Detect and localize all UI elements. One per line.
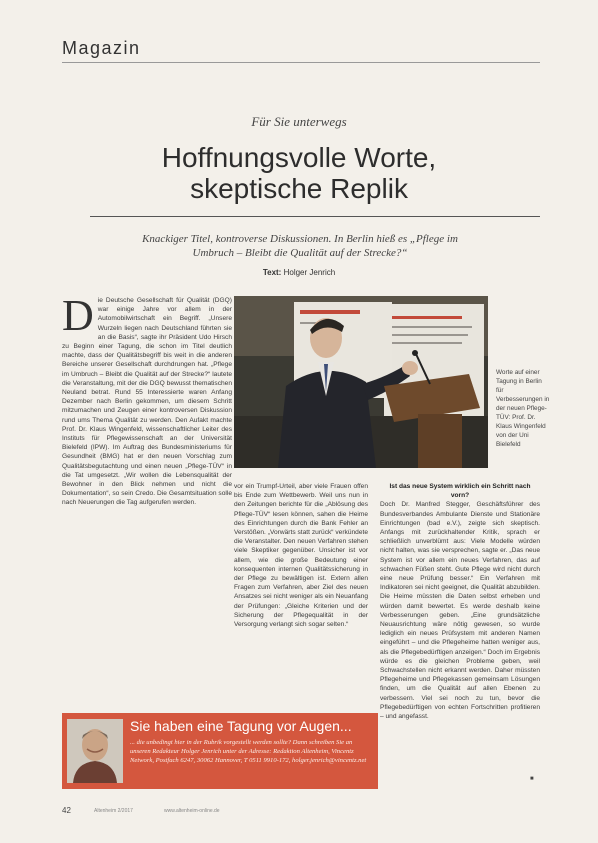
speaker-photo [234,296,488,468]
body-text-3: Doch Dr. Manfred Stegger, Geschäftsführer des Bundesverbandes Ambulante Dienste und Stationäre Einrichtungen (bad e.V.), zeigte sich skeptisch. Anfangs mit zurückhaltender Kritik, sprach er schließlich unverblümt aus: Viele Modelle würden nicht halten, was sie versprechen, sagte er. „Das neue System ist vor allem ein neues Verfahren, das auf schwachen Füßen steht. Gute Pflege wird nicht durch eine neue Prüfung besser.“ Ein Verfahren mit Indikatoren sei nicht geeignet, die Qualität abzubilden. Die Heime müssten die Daten selbst erheben und würden damit bewertet. Es werde deshalb keine Verbesserungen geben. „Eine grundsätzliche Neuausrichtung wäre nötig gewesen, so wurde lediglich ein neues Prüfsystem mit anderen Namen eingeführt – und die Pflegeheime hatten weniger aus, als die Pflegebedürftigen anzeigen.“ Doch im Ergebnis würde es die gleichen Probleme geben, weil Schwachstellen nicht erkannt werden. Daher müssten Pflegeheime und Pflegekassen gemeinsam Lösungen finden, um die Qualität auf allen Ebenen zu verbessern. Viel sei noch zu tun, bevor die Pflegebedürftigen von echten Fortschritten profitieren – und angefasst. [380,501,540,721]
column-subhead: Ist das neue System wirklich ein Schritt nach vorn? [389,483,531,500]
byline-name: Holger Jenrich [283,268,336,277]
photo-caption: Worte auf einer Tagung in Berlin für Verbesserungen in der neuen Pflege-TÜV: Prof. Dr. Klaus Wingenfeld von der Uni Bielefeld [496,369,550,448]
issue-label: Altenheim 2/2017 [94,808,133,814]
article-title [60,142,538,204]
byline [0,268,598,277]
speaker-photo-image [234,296,488,468]
section-label: Magazin [62,38,141,58]
drop-cap: D [62,296,94,340]
article-dek: Knackiger Titel, kontroverse Diskussionen. In Berlin hieß es „Pflege im Umbruch – Bleibt die Qualität auf der Strecke?“ [142,233,458,259]
promo-text: ... die unbedingt hier in der Rubrik vorgestellt werden sollte? Dann schreiben Sie an unseren Redakteur Holger Jenrich unter der Adresse: Redaktion Altenheim, Vincentz Network, Postfach 6247, 30062 Hannover, T 0511 9910-172, holger.jenrich@vincentz.net [130,739,367,764]
section-divider [62,62,540,63]
title-line-1: Hoffnungsvolle Worte, [161,142,437,173]
body-column-2: vor ein Trumpf-Urteil, aber viele Frauen offen bis Ende zum Wettbewerb. Weil uns nun in den Zeitungen berichte für die „Ablösung des Pflege-TÜV“ lesen können, sahen die Heime des Einrichtungen durch die Bank Fehler an Verstößen. „Vorwärts statt zurück“ verkündete die Veranstalter. Den neuen Verfahren stehen viele Skeptiker gegenüber. Unsicher ist vor allem, wie die große Bedeutung einer konsequenten internen Qualitätssicherung in der Pflege zu bewältigen ist. Extern allen Fragen zum Verfahren, aber Ziel des neuen Ansatzes sei nicht weniger als ein Neuanfang der Prüfungen: „Gleiche Kriterien und der Sicherung der Pflegequalität in der Versorgung verlangt sich sogar selten.“ [234,483,368,629]
body-text-1: ie Deutsche Gesellschaft für Qualität (DGQ) war einige Jahre vor allem in der Automobilwirtschaft ein Begriff. „Unsere Wurzeln liegen nach Deutschland führten sie an die Basis“, sagte ihr Präsident Udo Hirsch zu Beginn einer Tagung, die schon im Titel deutlich machte, dass der Qualitätsbegriff bis weit in die anderen Bereiche unserer Gesellschaft durchdrungen hat. „Pflege im Umbruch – Bleibt die Qualität auf der Strecke?“ lautete die Veranstaltung, mit der die DGQ bewusst thematischen Neuland betrat. Rund 55 Interessierte waren Anfang Dezember nach Berlin gekommen, um diesem Schritt mitzumachen und Zeugen einer kontroversen Diskussion rund ums Thema Qualität zu werden. Den Aufakt machte Prof. Dr. Klaus Wingenfeld, wissenschaftlicher Leiter des Instituts für Pflegewissenschaft an der Universität Bielefeld (IPW). Im Auftrag des Bundesministeriums für Gesundheit (BMG) hat er den neuen Vorschlag zum Qualitätsbegutachtung und einen neuen „Pflege-TÜV“ in die Tat umgesetzt. „Wir wollen die Lebensqualität der Bewohner in den Blick nehmen und nicht die Dokumentation“, so sein Credo. Die Gesamtsituation solle nach Neuerungen die Tag aufgerufen werden. [62,297,232,507]
promo-title: Sie haben eine Tagung vor Augen... [130,718,352,734]
page-number: 42 [62,806,71,815]
body-column-3 [380,482,540,782]
article-kicker: Für Sie unterwegs [251,114,347,129]
footer-url[interactable]: www.altenheim-online.de [164,808,220,814]
title-divider [90,216,540,217]
title-line-2: skeptische Replik [190,173,408,204]
end-mark: ■ [530,776,534,782]
portrait-image [67,719,123,783]
byline-label: Text: [262,268,282,277]
body-column-1 [62,296,232,701]
promo-portrait [67,719,123,783]
